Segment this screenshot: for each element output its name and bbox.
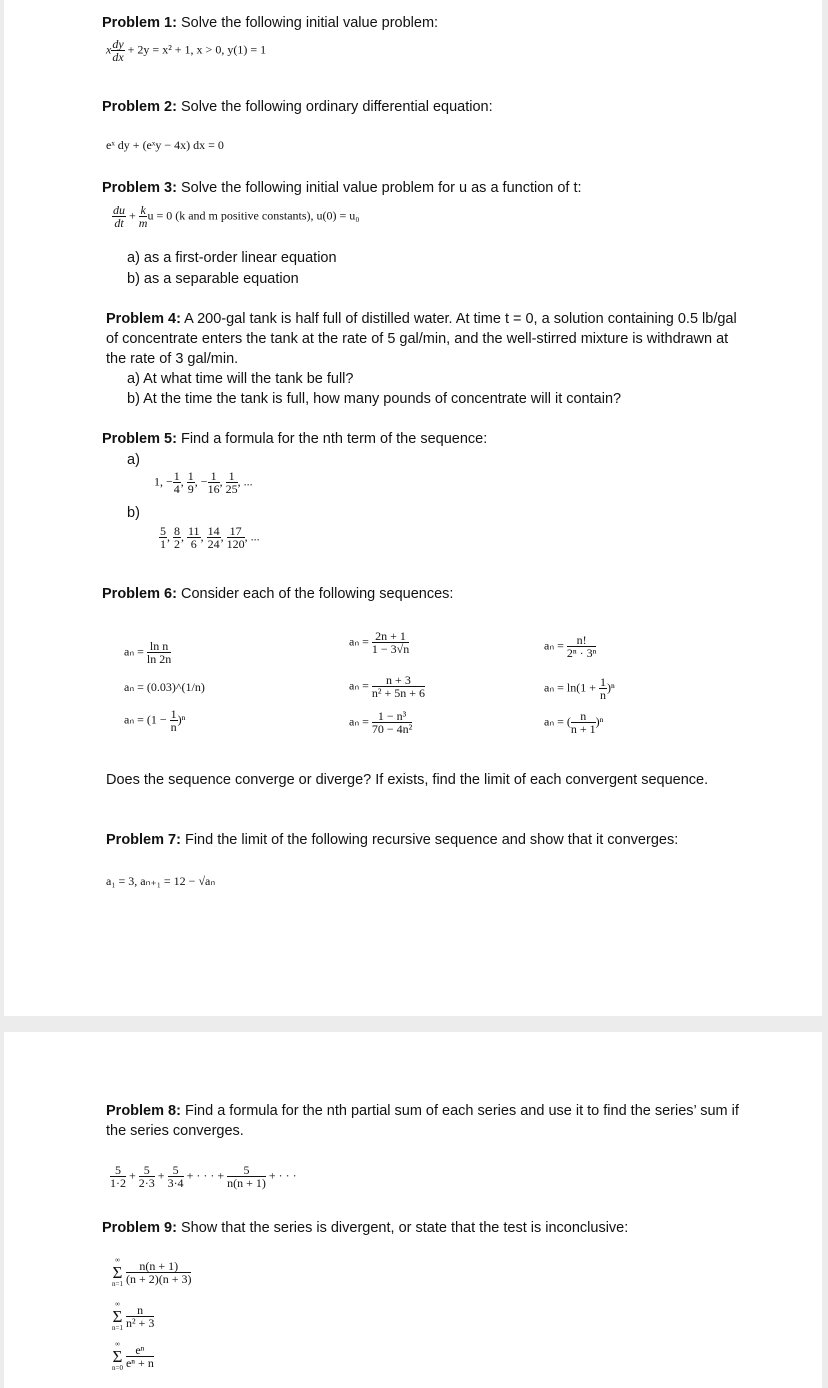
ellipsis: ... bbox=[250, 529, 260, 544]
seq-pre: aₙ = (1 − bbox=[124, 712, 167, 727]
seq-den: 1 − 3√n bbox=[371, 642, 410, 656]
seq-post: )ⁿ bbox=[606, 680, 615, 695]
worksheet-page-2 bbox=[4, 1032, 822, 1388]
problem-4-statement bbox=[106, 309, 746, 369]
term-den: 1·2 bbox=[110, 1176, 126, 1190]
seq-den: 2ⁿ · 3ⁿ bbox=[566, 646, 597, 660]
term-num: 5 bbox=[139, 1164, 155, 1177]
sigma-symbol: Σ bbox=[112, 1263, 123, 1282]
series-num: n bbox=[126, 1304, 154, 1317]
an-label: aₙ = bbox=[349, 634, 369, 649]
seq-b-num: 14 bbox=[207, 524, 220, 538]
sequence-9: aₙ = ( $\frac{n}{n + 1}$ )ⁿ bbox=[544, 709, 604, 736]
problem-9-statement bbox=[102, 1218, 628, 1238]
sequence-3 bbox=[544, 634, 596, 659]
problem-5-part-b-label: b) bbox=[127, 505, 140, 521]
problem-1-text: Solve the following initial value problem: bbox=[176, 15, 439, 31]
problem-7-label: Problem 7: bbox=[106, 832, 181, 848]
problem-3-part-b: b) as a separable equation bbox=[127, 271, 299, 287]
problem-2-text: Solve the following ordinary differential equation: bbox=[176, 99, 493, 115]
problem-5-sequence-b: $\frac{5}{1}$ , $\frac{8}{2}$ , $\frac{11}{6}$ , $\frac{14}{24}$ , $\frac{17}{120}$ , ... bbox=[160, 524, 260, 551]
problem-4-label: Problem 4: bbox=[106, 311, 181, 327]
eq-dx: dx bbox=[112, 50, 124, 64]
problem-3-label: Problem 3: bbox=[102, 180, 177, 196]
seq-a-den: 16 bbox=[207, 482, 220, 496]
problem-6-label: Problem 6: bbox=[102, 586, 177, 602]
seq-a-den: 25 bbox=[225, 482, 238, 496]
term-num: 5 bbox=[110, 1164, 126, 1177]
seq-num: n bbox=[571, 710, 596, 723]
eq-du: du bbox=[113, 203, 125, 217]
seq-a-num: 1 bbox=[173, 469, 180, 483]
plus: + bbox=[157, 1168, 165, 1183]
seq-b-den: 2 bbox=[174, 537, 180, 551]
tail: + · · · bbox=[268, 1168, 297, 1183]
problem-8-statement bbox=[106, 1101, 746, 1141]
upper-limit: ∞ bbox=[114, 1256, 120, 1264]
lower-limit: n=0 bbox=[112, 1364, 123, 1372]
seq-pre: aₙ = ln(1 + bbox=[544, 680, 596, 695]
seq-a-num: 1 bbox=[187, 469, 194, 483]
seq-num: n + 3 bbox=[372, 674, 425, 687]
an-label: aₙ = bbox=[544, 714, 564, 729]
problem-2-statement bbox=[102, 97, 493, 117]
series-den: n² + 3 bbox=[125, 1316, 155, 1330]
an-label: aₙ = bbox=[544, 638, 564, 653]
problem-7-statement bbox=[106, 830, 746, 850]
series-den: eⁿ + n bbox=[125, 1356, 154, 1370]
eq-rest: u = 0 (k and m positive constants), u(0) = u₀ bbox=[147, 208, 360, 223]
sequence-6 bbox=[544, 676, 615, 701]
an-label: aₙ = bbox=[124, 644, 144, 659]
problem-6-question: Does the sequence converge or diverge? If exists, find the limit of each convergent sequence. bbox=[106, 772, 709, 788]
general-den: n(n + 1) bbox=[227, 1176, 266, 1190]
seq-b-den: 24 bbox=[207, 537, 220, 551]
plus: + bbox=[129, 1168, 136, 1183]
seq-den: n bbox=[599, 688, 606, 702]
problem-9-label: Problem 9: bbox=[102, 1220, 177, 1236]
seq-b-num: 8 bbox=[174, 524, 180, 538]
seq-b-num: 11 bbox=[188, 524, 200, 538]
problem-8-series bbox=[110, 1164, 297, 1189]
seq-num: 1 bbox=[599, 675, 606, 689]
problem-5-statement bbox=[102, 429, 487, 449]
seq-b-num: 5 bbox=[160, 524, 166, 538]
seq-den: n² + 5n + 6 bbox=[371, 686, 426, 700]
eq-rest: + 2y = x² + 1, x > 0, y(1) = 1 bbox=[127, 42, 267, 57]
problem-3-equation: $\frac{du}{dt}$ + $\frac{k}{m}$ u = 0 (k and m positive constants), u(0) = u₀ bbox=[113, 203, 360, 230]
problem-7-equation: a₁ = 3, aₙ₊₁ = 12 − √aₙ bbox=[106, 874, 216, 888]
upper-limit: ∞ bbox=[114, 1300, 120, 1308]
seq-b-den: 6 bbox=[190, 537, 197, 551]
seq-post: )ⁿ bbox=[177, 712, 186, 727]
problem-4-part-b: b) At the time the tank is full, how many pounds of concentrate will it contain? bbox=[127, 391, 622, 407]
problem-6-text: Consider each of the following sequences: bbox=[176, 586, 454, 602]
dots: + · · · + bbox=[186, 1168, 225, 1183]
sequence-2 bbox=[349, 630, 409, 655]
term-den: 3·4 bbox=[167, 1176, 184, 1190]
seq-den: n + 1 bbox=[570, 722, 596, 736]
an-label: aₙ = bbox=[349, 714, 369, 729]
series-3 bbox=[112, 1340, 154, 1373]
problem-2-label: Problem 2: bbox=[102, 99, 177, 115]
seq-den: 70 − 4n² bbox=[371, 722, 413, 736]
seq-num: 2n + 1 bbox=[372, 630, 409, 643]
sequence-1 bbox=[124, 640, 171, 665]
problem-8-text: Find a formula for the nth partial sum of each series and use it to find the series’ sum if the series converges. bbox=[106, 1103, 739, 1139]
seq-b-den: 120 bbox=[226, 537, 245, 551]
ellipsis: ... bbox=[243, 474, 253, 489]
series-num: eⁿ bbox=[126, 1344, 154, 1357]
eq-x: x bbox=[106, 42, 112, 57]
problem-1-statement bbox=[102, 13, 438, 33]
seq-a-num: 1 bbox=[208, 470, 220, 483]
sequence-8 bbox=[349, 710, 412, 735]
seq-num: n! bbox=[567, 634, 597, 647]
sigma-symbol: Σ bbox=[112, 1307, 123, 1326]
eq-dt: dt bbox=[114, 216, 124, 230]
sequence-4: aₙ = (0.03)^(1/n) bbox=[124, 680, 205, 694]
seq-a-den: 4 bbox=[173, 482, 180, 496]
lower-limit: n=1 bbox=[112, 1324, 123, 1332]
sigma-symbol: Σ bbox=[112, 1347, 123, 1366]
seq-den: ln 2n bbox=[146, 652, 172, 666]
seq-b-den: 1 bbox=[160, 537, 166, 551]
series-2 bbox=[112, 1300, 154, 1333]
seq-a-num: 1 bbox=[226, 470, 238, 483]
problem-7-text: Find the limit of the following recursive sequence and show that it converges: bbox=[180, 832, 679, 848]
problem-1-label: Problem 1: bbox=[102, 15, 177, 31]
problem-8-label: Problem 8: bbox=[106, 1103, 181, 1119]
series-num: n(n + 1) bbox=[126, 1260, 192, 1273]
general-num: 5 bbox=[227, 1164, 266, 1177]
problem-5-label: Problem 5: bbox=[102, 431, 177, 447]
seq-a-start: 1, − bbox=[154, 474, 173, 489]
seq-post: )ⁿ bbox=[595, 714, 604, 729]
problem-5-part-a-label: a) bbox=[127, 452, 140, 468]
lower-limit: n=1 bbox=[112, 1280, 123, 1288]
worksheet-page-1 bbox=[4, 0, 822, 1016]
term-den: 2·3 bbox=[138, 1176, 155, 1190]
seq-den: n bbox=[170, 720, 177, 734]
series-den: (n + 2)(n + 3) bbox=[125, 1272, 192, 1286]
problem-3-part-a: a) as a first-order linear equation bbox=[127, 250, 337, 266]
problem-5-sequence-a: 1, − $\frac{1}{4}$ , $\frac{1}{9}$ , − $\frac{1}{16}$ , $\frac{1}{25}$ , ... bbox=[154, 469, 253, 496]
seq-b-num: 17 bbox=[227, 525, 245, 538]
seq-a-den: 9 bbox=[187, 482, 194, 496]
sequence-7 bbox=[124, 708, 185, 733]
problem-5-text: Find a formula for the nth term of the sequence: bbox=[176, 431, 488, 447]
series-1 bbox=[112, 1256, 191, 1289]
seq-num: ln n bbox=[147, 640, 171, 653]
problem-2-equation: eˣ dy + (eˣy − 4x) dx = 0 bbox=[106, 138, 224, 152]
problem-3-text: Solve the following initial value problem for u as a function of t: bbox=[176, 180, 582, 196]
seq-num: 1 bbox=[170, 707, 177, 721]
eq-m: m bbox=[138, 216, 148, 230]
term-num: 5 bbox=[168, 1164, 184, 1177]
upper-limit: ∞ bbox=[114, 1340, 120, 1348]
eq-dy: dy bbox=[112, 37, 124, 51]
problem-1-equation bbox=[106, 38, 266, 63]
an-label: aₙ = bbox=[349, 678, 369, 693]
problem-9-text: Show that the series is divergent, or state that the test is inconclusive: bbox=[176, 1220, 629, 1236]
problem-4-text: A 200-gal tank is half full of distilled water. At time t = 0, a solution containing 0.5 lb/gal of concentrate enters the tank at the rate of 5 gal/min, and the well-stirred mixture is withdrawn at the rate of 3 gal/min. bbox=[106, 311, 737, 367]
sequence-5 bbox=[349, 674, 425, 699]
problem-3-statement bbox=[102, 178, 582, 198]
problem-6-statement bbox=[102, 584, 453, 604]
eq-k: k bbox=[140, 203, 146, 217]
seq-num: 1 − n³ bbox=[372, 710, 412, 723]
problem-4-part-a: a) At what time will the tank be full? bbox=[127, 371, 354, 387]
